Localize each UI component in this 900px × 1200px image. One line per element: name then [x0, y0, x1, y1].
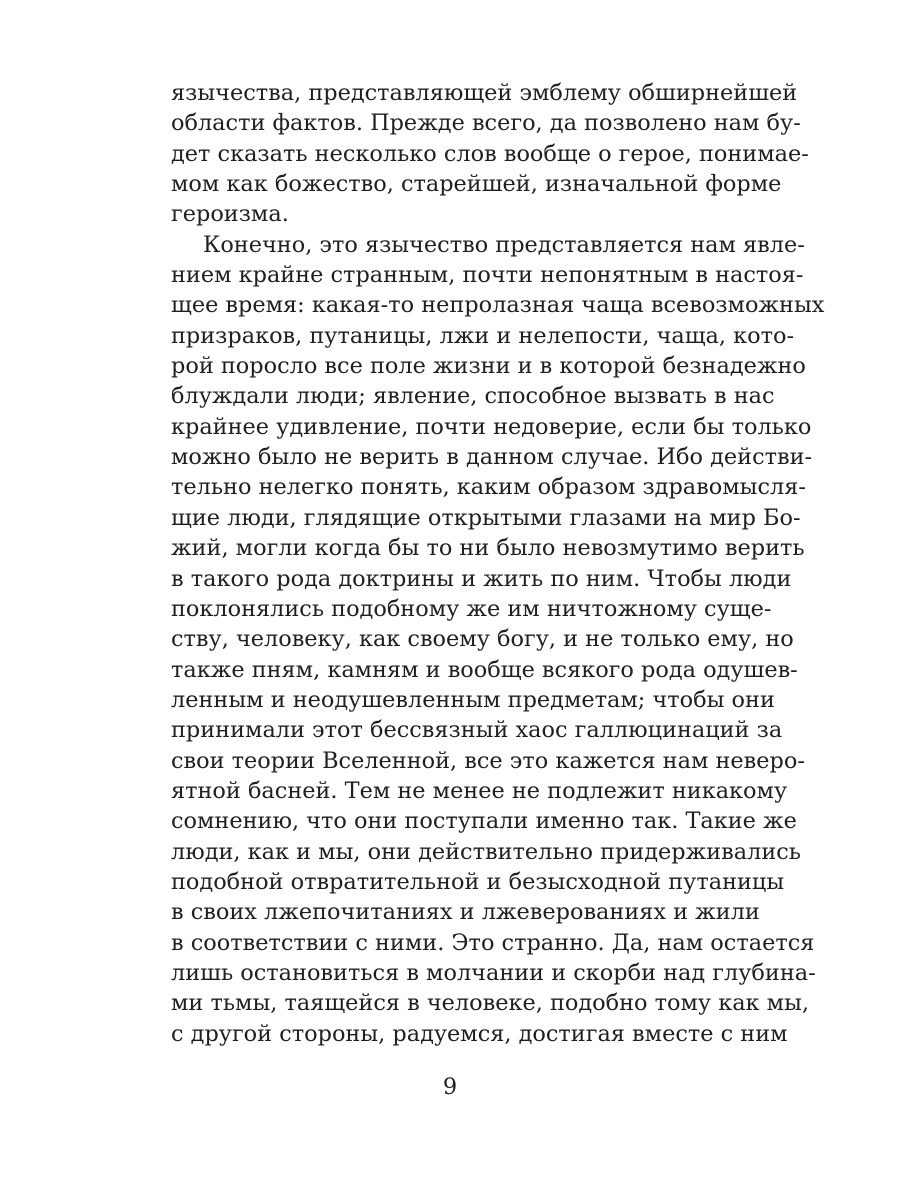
text-line: рой поросло все поле жизни и в которой безнадежно — [171, 353, 806, 380]
text-line: люди, как и мы, они действительно придерживались — [171, 838, 801, 865]
text-line: щее время: какая-то непролазная чаща всевозможных — [171, 292, 825, 319]
paragraph-1 — [171, 78, 809, 230]
page-number: 9 — [442, 1074, 458, 1100]
text-line: в своих лжепочитаниях и лжеверованиях и жили — [171, 899, 760, 926]
text-line: сомнению, что они поступали именно так. Такие же — [171, 808, 797, 835]
text-line: подобной отвратительной и безысходной путаницы — [171, 868, 785, 895]
text-line: блуждали люди; явление, способное вызвать в нас — [171, 383, 775, 410]
text-line: ленным и неодушевленным предметам; чтобы они — [171, 686, 775, 713]
text-line: нием крайне странным, почти непонятным в настоя- — [171, 262, 804, 289]
text-line: с другой стороны, радуемся, достигая вместе с ним — [171, 1020, 788, 1047]
text-line: свои теории Вселенной, все это кажется нам неверо- — [171, 747, 805, 774]
text-line: в соответствии с ними. Это странно. Да, нам остается — [171, 929, 815, 956]
text-line: дет сказать несколько слов вообще о герое, понимае- — [171, 140, 809, 167]
text-line: героизма. — [171, 201, 289, 228]
text-line: также пням, камням и вообще всякого рода одушев- — [171, 656, 798, 683]
text-line: тельно нелегко понять, каким образом здравомысля- — [171, 474, 806, 501]
text-line: мом как божество, старейшей, изначальной форме — [171, 171, 782, 198]
text-line: лишь остановиться в молчании и скорби над глубина- — [171, 959, 816, 986]
text-line: в такого рода доктрины и жить по ним. Чтобы люди — [171, 565, 792, 592]
text-line: крайнее удивление, почти недоверие, если бы только — [171, 413, 812, 440]
text-line: области фактов. Прежде всего, да позволено нам бу- — [171, 110, 801, 137]
text-line: язычества, представляющей эмблему обширнейшей — [171, 80, 798, 106]
paragraph-2 — [171, 230, 825, 1049]
text-line: щие люди, глядящие открытыми глазами на мир Бо- — [171, 504, 801, 531]
text-line: Конечно, это язычество представляется нам явле- — [203, 231, 805, 258]
text-line: поклонялись подобному же им ничтожному суще- — [171, 595, 772, 622]
text-line: принимали этот бессвязный хаос галлюцинаций за — [171, 717, 783, 744]
page-body — [171, 78, 825, 1049]
text-line: ми тьмы, таящейся в человеке, подобно тому как мы, — [171, 990, 810, 1017]
text-line: ятной басней. Тем не менее не подлежит никакому — [171, 777, 788, 804]
text-line: можно было не верить в данном случае. Ибо действи- — [171, 444, 813, 471]
text-line: жий, могли когда бы то ни было невозмутимо верить — [171, 535, 805, 562]
text-line: ству, человеку, как своему богу, и не только ему, но — [171, 626, 794, 653]
text-line: призраков, путаницы, лжи и нелепости, чаща, кото- — [171, 322, 795, 349]
